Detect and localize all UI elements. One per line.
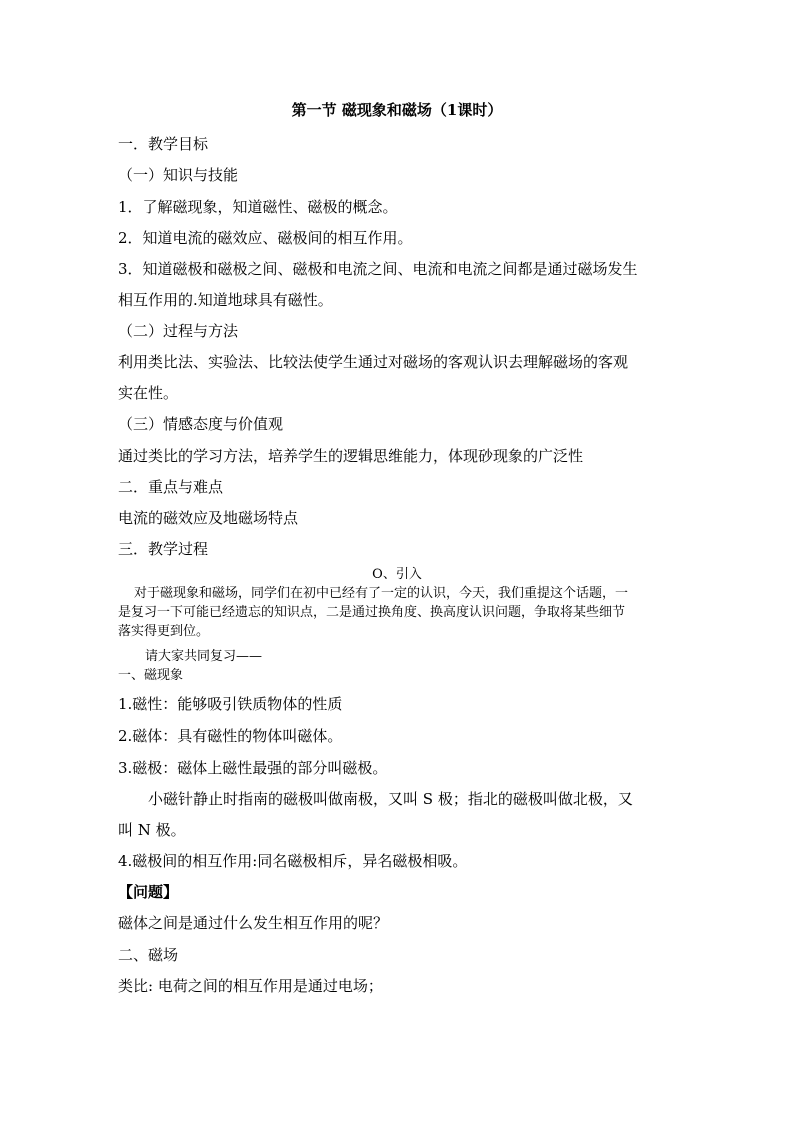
- compass-text-cont: 叫 N 极。: [118, 821, 186, 839]
- objective-item-3-cont: 相互作用的.知道地球具有磁性。: [118, 291, 333, 309]
- section-intro-heading: O、引入: [372, 567, 422, 582]
- intro-para-line-3: 落实得更到位。: [118, 624, 210, 639]
- heading-key-points: 二．重点与难点: [118, 478, 224, 496]
- objective-item-1: 1．了解磁现象，知道磁性、磁极的概念。: [118, 198, 398, 216]
- intro-para-line-2: 是复习一下可能已经遗忘的知识点，二是通过换角度、换高度认识问题，争取将某些细节: [118, 605, 626, 620]
- question-text: 磁体之间是通过什么发生相互作用的呢？: [118, 914, 389, 932]
- page-title: 第一节 磁现象和磁场（1课时）: [291, 101, 503, 119]
- review-prompt: 请大家共同复习——: [145, 649, 263, 664]
- objective-item-3: 3．知道磁极和磁极之间、磁极和电流之间、电流和电流之间都是通过磁场发生: [118, 260, 638, 278]
- analogy-text: 类比: 电荷之间的相互作用是通过电场；: [118, 977, 383, 995]
- body-item-interaction: 4.磁极间的相互作用:同名磁极相斥，异名磁极相吸。: [118, 852, 468, 870]
- intro-para-line-1: 对于磁现象和磁场，同学们在初中已经有了一定的认识，今天，我们重提这个话题，一: [134, 586, 629, 601]
- heading-teaching-process: 三．教学过程: [118, 540, 209, 558]
- objective-item-2: 2．知道电流的磁效应、磁极间的相互作用。: [118, 229, 413, 247]
- heading-magnetic-phenomena: 一、磁现象: [118, 668, 184, 683]
- subheading-attitude-values: （三）情感态度与价值观: [118, 415, 284, 433]
- key-points-text: 电流的磁效应及地磁场特点: [118, 509, 299, 527]
- body-item-magnetism: 1.磁性：能够吸引铁质物体的性质: [118, 695, 343, 713]
- body-item-pole: 3.磁极：磁体上磁性最强的部分叫磁极。: [118, 759, 388, 777]
- body-item-magnet: 2.磁体：具有磁性的物体叫磁体。: [118, 727, 343, 745]
- subheading-process-methods: （二）过程与方法: [118, 322, 239, 340]
- question-label: 【问题】: [118, 883, 179, 901]
- methods-text: 利用类比法、实验法、比较法使学生通过对磁场的客观认识去理解磁场的客观: [118, 353, 629, 371]
- heading-magnetic-field: 二、磁场: [118, 946, 179, 964]
- attitude-text: 通过类比的学习方法，培养学生的逻辑思维能力，体现砂现象的广泛性: [118, 447, 584, 465]
- subheading-knowledge-skills: （一）知识与技能: [118, 166, 239, 184]
- methods-text-cont: 实在性。: [118, 384, 179, 402]
- compass-text: 小磁针静止时指南的磁极叫做南极，又叫 S 极；指北的磁极叫做北极，又: [148, 790, 633, 808]
- heading-objectives: 一．教学目标: [118, 135, 209, 153]
